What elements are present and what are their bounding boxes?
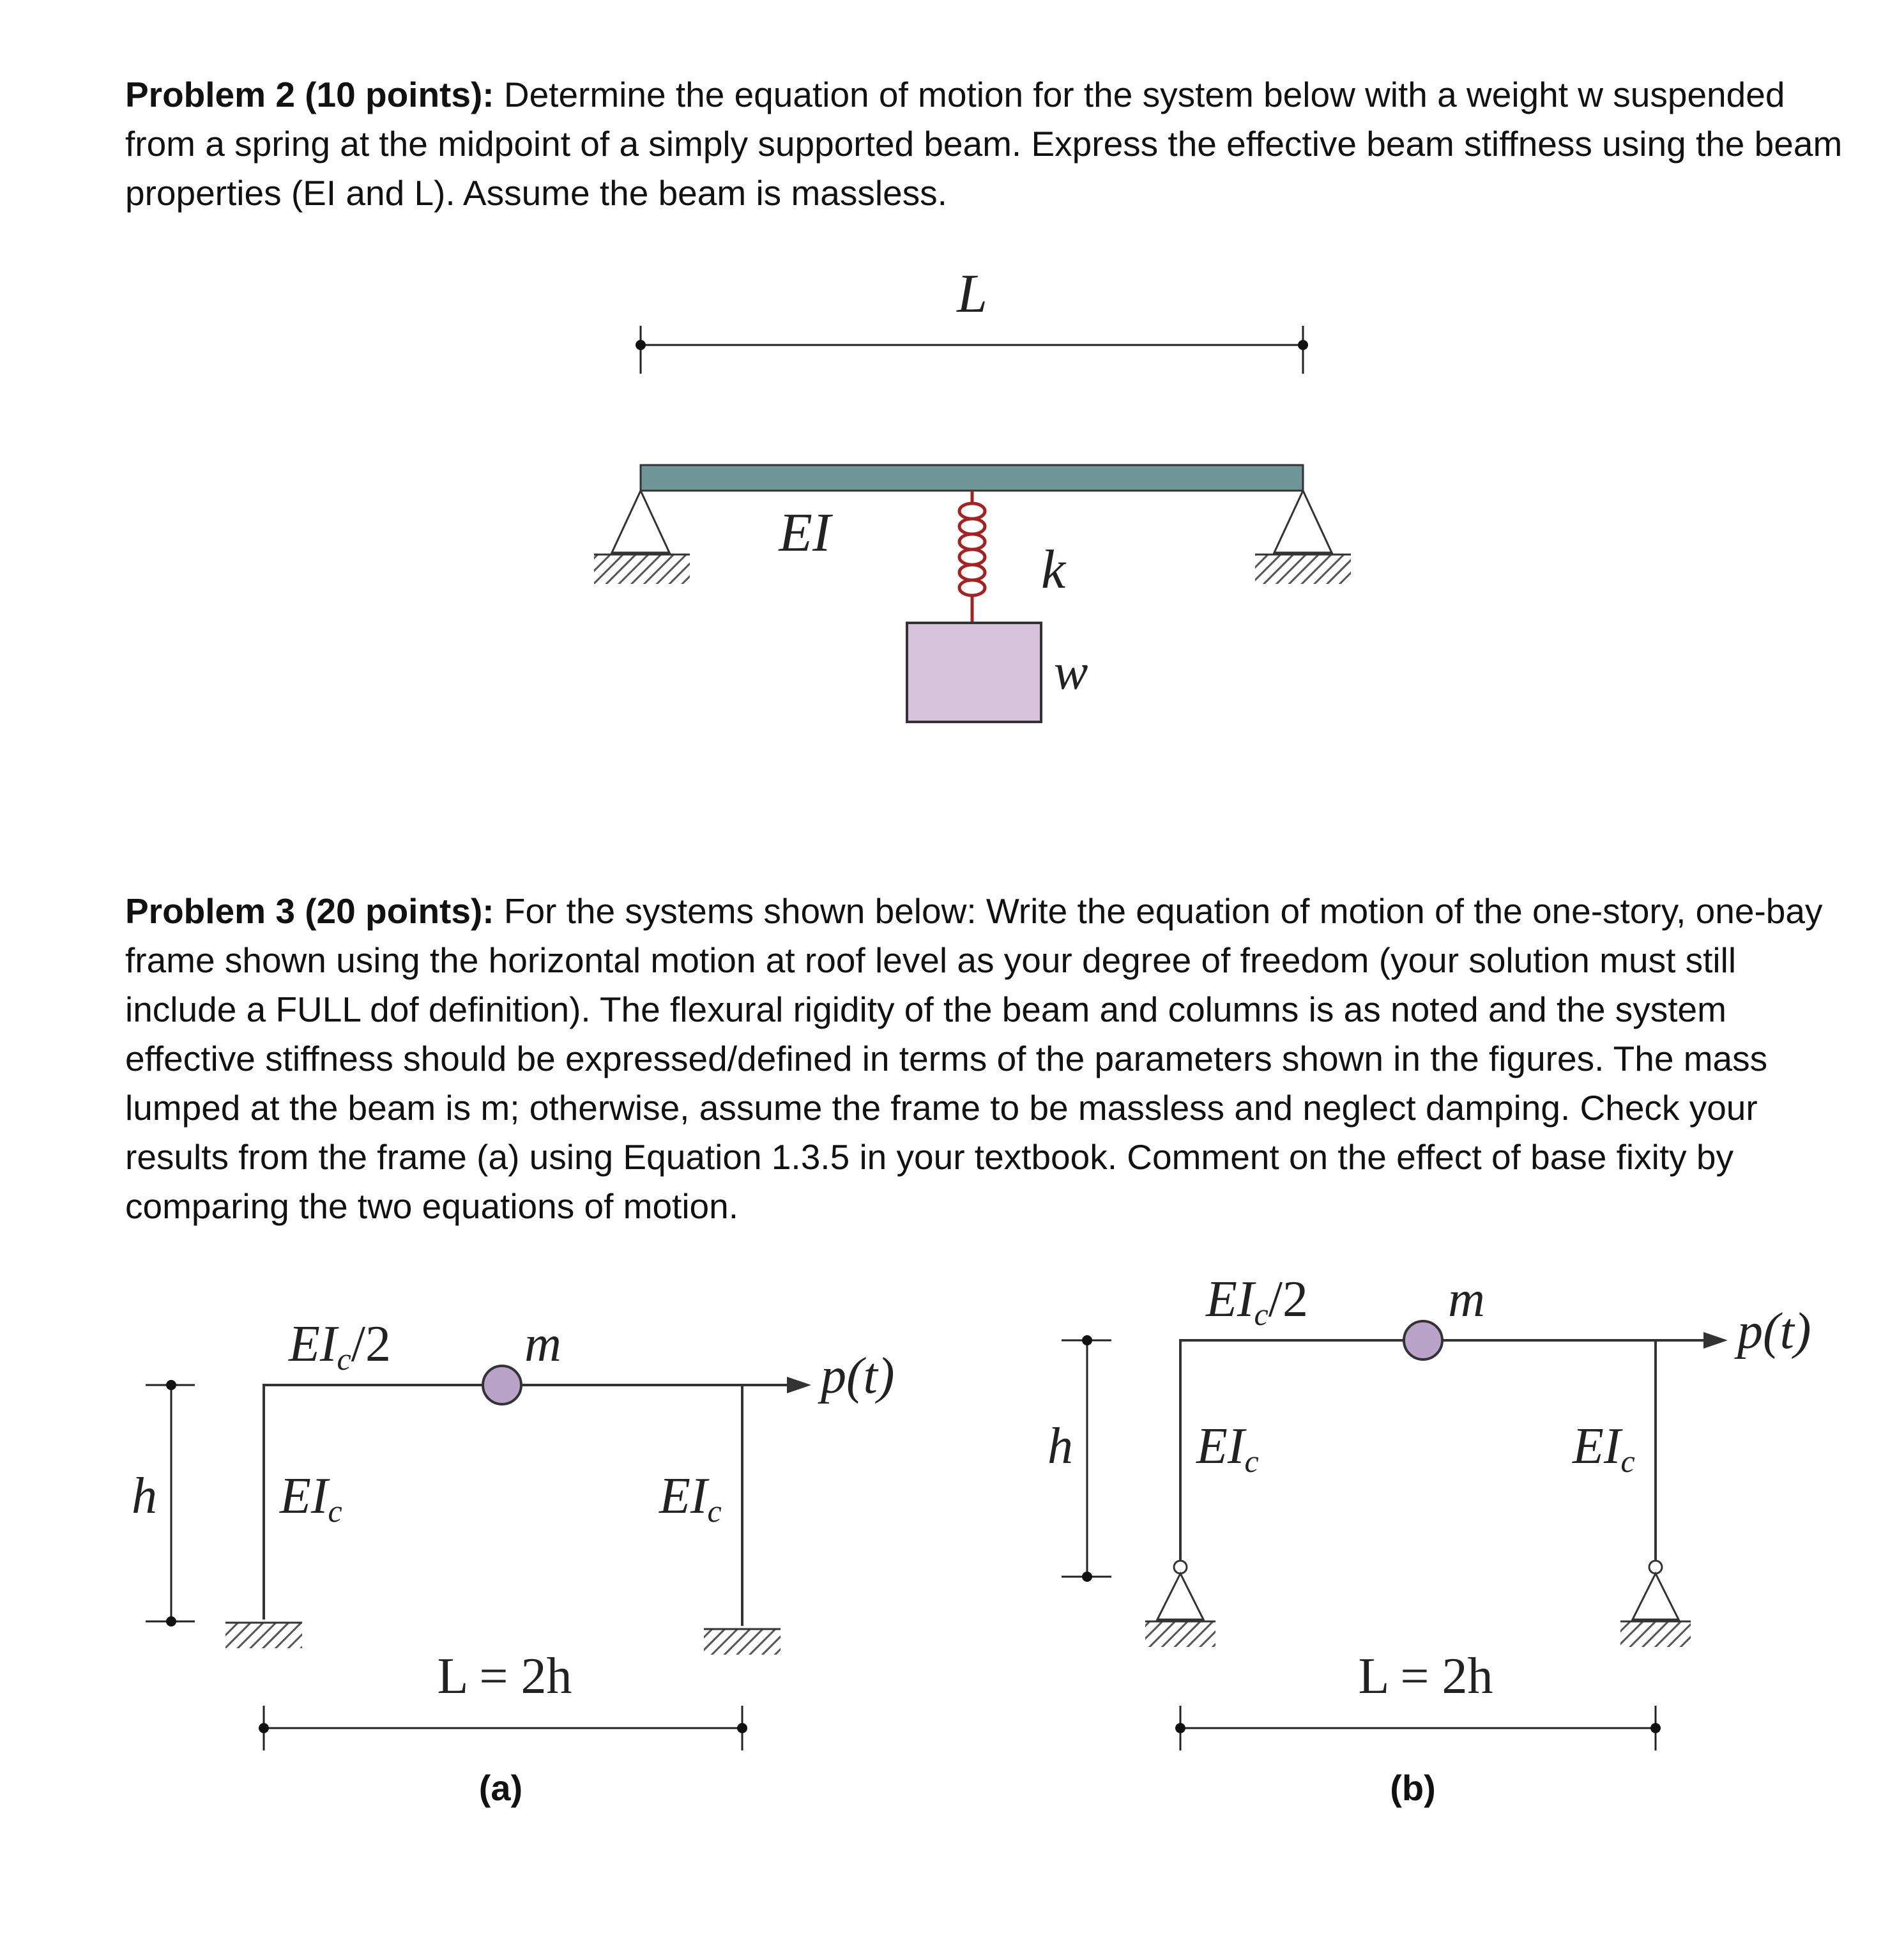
spring xyxy=(959,491,985,623)
right-pin-support xyxy=(1255,491,1351,584)
left-pin-support xyxy=(594,491,690,584)
frame-b-height-label: h xyxy=(1048,1418,1073,1474)
frame-a-height-dimension xyxy=(132,1380,195,1627)
frame-b-right-column-label: EIc xyxy=(1573,1418,1635,1479)
frame-a-right-column-label: EIc xyxy=(659,1468,722,1529)
weight-label: w xyxy=(1054,644,1088,700)
frame-b-force-label: p(t) xyxy=(1737,1303,1811,1359)
frame-a-mass xyxy=(483,1366,521,1404)
frame-a-caption: (a) xyxy=(478,1768,523,1808)
frame-b-left-column-label: EIc xyxy=(1196,1418,1259,1479)
problem-2-heading: Problem 2 (10 points): xyxy=(125,75,494,114)
frame-a-mass-label: m xyxy=(524,1316,561,1372)
frame-b-span-label: L = 2h xyxy=(1358,1648,1493,1704)
frame-b-span-dimension xyxy=(1175,1706,1661,1750)
spring-label: k xyxy=(1041,539,1066,600)
frame-a-left-fixed-support xyxy=(225,1623,302,1648)
frame-b-caption: (b) xyxy=(1390,1768,1436,1808)
beam xyxy=(641,465,1303,491)
frame-a-force-arrow xyxy=(742,1377,811,1393)
frame-b-right-hinged-support xyxy=(1620,1561,1691,1647)
length-dimension xyxy=(636,263,1308,374)
frame-b-height-dimension xyxy=(1048,1335,1111,1582)
problem-3-body: For the systems shown below: Write the equation of motion of the one-story, one-bay frame shown using the horizontal motion at roof level as your degree of freedom (your solution must still include a FULL dof definition). The flexural rigidity of the beam and columns is as noted and the system effective stiffness should be expressed/defined in terms of the parameters shown in the figures. The mass lumped at the beam is m; otherwise, assume the frame to be massless and neglect damping. Check your results from the frame (a) using Equation 1.3.5 in your textbook. Comment on the effect of base fixity by comparing the two equations of motion. xyxy=(125,891,1823,1226)
frame-b xyxy=(1048,1271,1811,1808)
problem-2-body: Determine the equation of motion for the system below with a weight w suspended from a spring at the midpoint of a simply supported beam. Express the effective beam stiffness using the beam properties (EI and L). Assume the beam is massless. xyxy=(125,75,1843,213)
frame-a-height-label: h xyxy=(132,1468,157,1524)
frame-b-mass-label: m xyxy=(1448,1271,1485,1328)
frame-b-force-arrow xyxy=(1656,1332,1728,1349)
weight-block xyxy=(907,623,1041,722)
frame-a-beam-label: EIc/2 xyxy=(289,1316,391,1377)
beam-label: EI xyxy=(779,501,831,563)
frame-b-mass xyxy=(1404,1321,1442,1359)
frame-b-beam-label: EIc/2 xyxy=(1206,1271,1308,1332)
frame-a-left-column-label: EIc xyxy=(280,1468,342,1529)
frame-a xyxy=(132,1316,895,1808)
problem-3-heading: Problem 3 (20 points): xyxy=(125,891,494,931)
frame-a-span-label: L = 2h xyxy=(437,1648,572,1704)
frame-b-left-hinged-support xyxy=(1145,1561,1215,1647)
length-label: L xyxy=(957,263,987,324)
frame-a-right-fixed-support xyxy=(704,1629,781,1655)
frame-a-span-dimension xyxy=(259,1706,747,1750)
frame-a-force-label: p(t) xyxy=(821,1348,895,1404)
problem-2-figure xyxy=(594,263,1351,722)
